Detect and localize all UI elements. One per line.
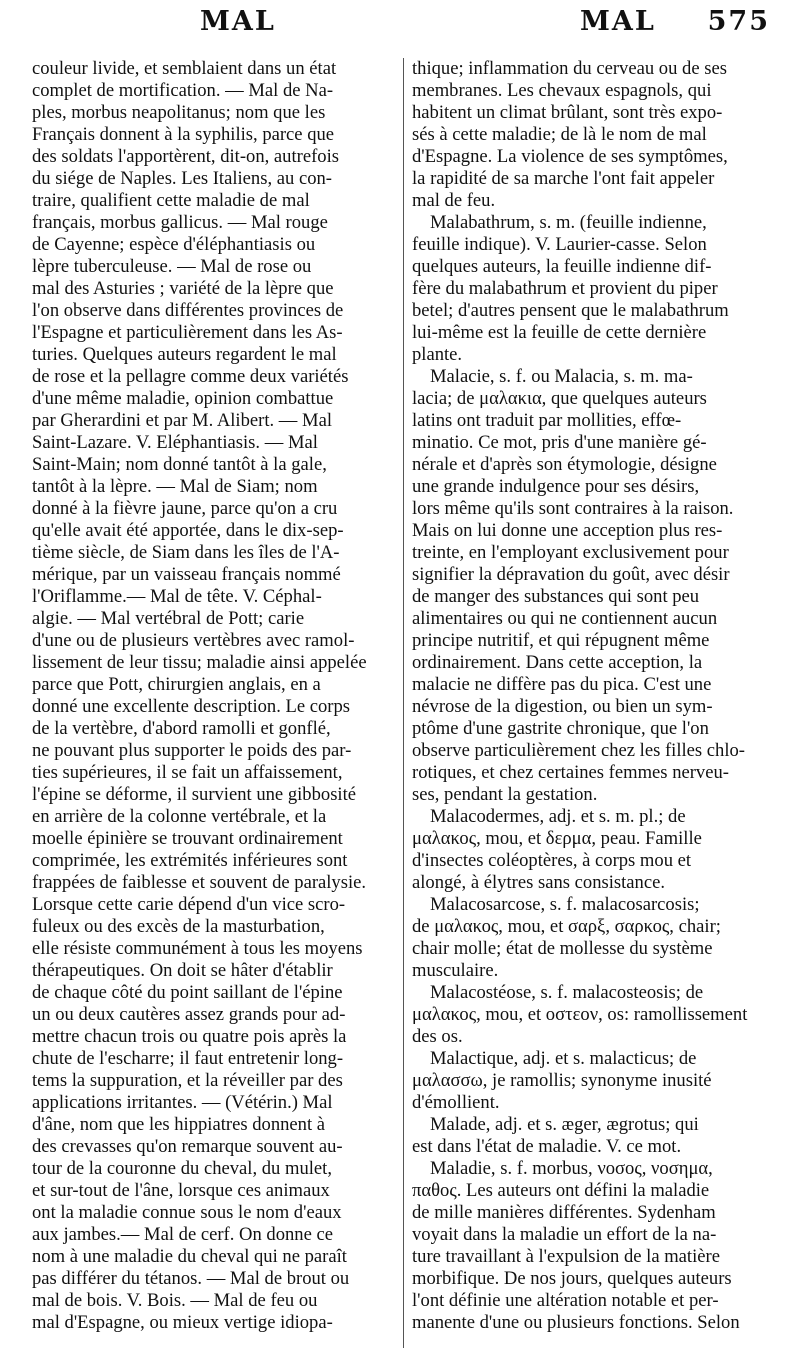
text-line: des crevasses qu'on remarque souvent au- (32, 1136, 343, 1157)
text-line: voyait dans la maladie un effort de la na- (412, 1224, 717, 1245)
text-line: μαλασσω, je ramollis; synonyme inusité (412, 1070, 712, 1091)
page-number: 575 (707, 6, 770, 37)
text-line: mal d'Espagne, ou mieux vertige idiopa- (32, 1312, 333, 1333)
text-line: feuille indique). V. Laurier-casse. Selon (412, 234, 707, 255)
text-line: tantôt à la lèpre. — Mal de Siam; nom (32, 476, 318, 497)
text-line: l'ont définie une altération notable et per- (412, 1290, 719, 1311)
text-line: mettre chacun trois ou quatre pois après la (32, 1026, 347, 1047)
text-line: nérale et d'après son étymologie, désigne (412, 454, 717, 475)
text-line: par Gherardini et par M. Alibert. — Mal (32, 410, 332, 431)
text-line: des os. (412, 1026, 463, 1047)
left-column (32, 58, 399, 1334)
text-line: habitent un climat brûlant, sont très expo- (412, 102, 723, 123)
text-line: de manger des substances qui sont peu (412, 586, 700, 607)
text-line: nom à une maladie du cheval qui ne paraît (32, 1246, 347, 1267)
text-line: chute de l'escharre; il faut entretenir long- (32, 1048, 344, 1069)
header-right-title: MAL (580, 6, 656, 37)
text-line: plante. (412, 344, 463, 365)
text-line: observe particulièrement chez les filles chlo- (412, 740, 745, 761)
text-line: Malacosarcose, s. f. malacosarcosis; (430, 894, 700, 915)
text-line: complet de mortification. — Mal de Na- (32, 80, 334, 101)
text-line: et sur-tout de l'âne, lorsque ces animaux (32, 1180, 330, 1201)
text-line: lors même qu'ils sont contraires à la raison. (412, 498, 734, 519)
text-line: elle résiste communément à tous les moyens (32, 938, 363, 959)
text-line: ples, morbus neapolitanus; nom que les (32, 102, 326, 123)
text-line: mérique, par un vaisseau français nommé (32, 564, 341, 585)
text-line: minatio. Ce mot, pris d'une manière gé- (412, 432, 707, 453)
text-line: des soldats l'apportèrent, dit-on, autrefois (32, 146, 339, 167)
text-line: παθος. Les auteurs ont défini la maladie (412, 1180, 710, 1201)
running-header (30, 6, 770, 50)
text-line: Maladie, s. f. morbus, νοσος, νοσημα, (430, 1158, 713, 1179)
text-line: d'Espagne. La violence de ses symptômes, (412, 146, 728, 167)
text-line: quelques auteurs, la feuille indienne dif- (412, 256, 712, 277)
text-line: l'épine se déforme, il survient une gibbosité (32, 784, 357, 805)
text-line: μαλακος, mou, et οστεον, os: ramollissement (412, 1004, 748, 1025)
text-line: de rose et la pellagre comme deux variétés (32, 366, 349, 387)
text-line: français, morbus gallicus. — Mal rouge (32, 212, 328, 233)
header-left-title: MAL (200, 6, 276, 37)
text-line: l'on observe dans différentes provinces de (32, 300, 344, 321)
text-line: manente d'une ou plusieurs fonctions. Selon (412, 1312, 740, 1333)
text-line: comprimée, les extrémités inférieures sont (32, 850, 348, 871)
text-line: Malabathrum, s. m. (feuille indienne, (430, 212, 707, 233)
text-line: Malacie, s. f. ou Malacia, s. m. ma- (430, 366, 693, 387)
text-line: Malactique, adj. et s. malacticus; de (430, 1048, 697, 1069)
text-line: un ou deux cautères assez grands pour ad- (32, 1004, 346, 1025)
text-line: applications irritantes. — (Vétérin.) Mal (32, 1092, 333, 1113)
text-line: rotiques, et chez certaines femmes nerveu- (412, 762, 729, 783)
text-line: chair molle; état de mollesse du système (412, 938, 713, 959)
text-line: donné une excellente description. Le corps (32, 696, 351, 717)
text-line: une grande indulgence pour ses désirs, (412, 476, 700, 497)
text-line: lui-même est la feuille de cette dernière (412, 322, 707, 343)
text-line: parce que Pott, chirurgien anglais, en a (32, 674, 321, 695)
text-line: qu'elle avait été apportée, dans le dix-sep- (32, 520, 344, 541)
text-line: d'insectes coléoptères, à corps mou et (412, 850, 692, 871)
text-line: Mais on lui donne une acception plus res- (412, 520, 723, 541)
text-line: Lorsque cette carie dépend d'un vice scro- (32, 894, 346, 915)
text-line: sés à cette maladie; de là le nom de mal (412, 124, 707, 145)
text-line: du siége de Naples. Les Italiens, au con- (32, 168, 332, 189)
text-line: musculaire. (412, 960, 499, 981)
text-line: thique; inflammation du cerveau ou de ses (412, 58, 727, 79)
text-line: d'une même maladie, opinion combattue (32, 388, 334, 409)
text-line: turies. Quelques auteurs regardent le mal (32, 344, 337, 365)
text-line: fuleux ou des excès de la masturbation, (32, 916, 325, 937)
text-line: Saint-Lazare. V. Eléphantiasis. — Mal (32, 432, 318, 453)
text-line: d'âne, nom que les hippiatres donnent à (32, 1114, 326, 1135)
text-line: fère du malabathrum et provient du piper (412, 278, 718, 299)
text-line: la rapidité de sa marche l'ont fait appeler (412, 168, 715, 189)
text-line: donné à la fièvre jaune, parce qu'on a cru (32, 498, 338, 519)
text-line: ties supérieures, il se fait un affaissement, (32, 762, 343, 783)
text-line: pas différer du tétanos. — Mal de brout ou (32, 1268, 350, 1289)
text-line: malacie ne diffère pas du pica. C'est une (412, 674, 712, 695)
text-line: thérapeutiques. On doit se hâter d'établir (32, 960, 333, 981)
text-line: morbifique. De nos jours, quelques auteurs (412, 1268, 732, 1289)
text-line: de mille manières différentes. Sydenham (412, 1202, 716, 1223)
text-line: Malacostéose, s. f. malacosteosis; de (430, 982, 704, 1003)
text-line: membranes. Les chevaux espagnols, qui (412, 80, 712, 101)
text-line: latins ont traduit par mollities, effœ- (412, 410, 682, 431)
text-line: l'Espagne et particulièrement dans les As- (32, 322, 343, 343)
text-line: de chaque côté du point saillant de l'épine (32, 982, 343, 1003)
text-line: lacia; de μαλακια, que quelques auteurs (412, 388, 707, 409)
text-line: ptôme d'une gastrite chronique, que l'on (412, 718, 709, 739)
text-line: signifier la dépravation du goût, avec désir (412, 564, 730, 585)
text-line: tems la suppuration, et la réveiller par des (32, 1070, 343, 1091)
text-line: mal de feu. (412, 190, 496, 211)
text-line: ne pouvant plus supporter le poids des par- (32, 740, 352, 761)
text-line: lèpre tuberculeuse. — Mal de rose ou (32, 256, 312, 277)
text-line: est dans l'état de maladie. V. ce mot. (412, 1136, 682, 1157)
text-line: de la vertèbre, d'abord ramolli et gonflé, (32, 718, 331, 739)
text-line: principe nutritif, et qui répugnent même (412, 630, 710, 651)
text-line: moelle épinière se trouvant ordinairement (32, 828, 343, 849)
text-line: betel; d'autres pensent que le malabathrum (412, 300, 729, 321)
right-column (412, 58, 779, 1334)
text-line: algie. — Mal vertébral de Pott; carie (32, 608, 305, 629)
text-line: traire, qualifient cette maladie de mal (32, 190, 310, 211)
text-line: Malacodermes, adj. et s. m. pl.; de (430, 806, 686, 827)
column-divider (403, 58, 404, 1348)
text-line: ture travaillant à l'expulsion de la matière (412, 1246, 720, 1267)
text-line: en arrière de la colonne vertébrale, et la (32, 806, 327, 827)
text-line: Saint-Main; nom donné tantôt à la gale, (32, 454, 327, 475)
text-line: treinte, en l'employant exclusivement pour (412, 542, 729, 563)
text-line: d'émollient. (412, 1092, 500, 1113)
text-line: tour de la couronne du cheval, du mulet, (32, 1158, 332, 1179)
text-line: Français donnent à la syphilis, parce que (32, 124, 335, 145)
text-line: mal de bois. V. Bois. — Mal de feu ou (32, 1290, 318, 1311)
text-line: tième siècle, de Siam dans les îles de l'A- (32, 542, 340, 563)
text-line: de μαλακος, mou, et σαρξ, σαρκος, chair; (412, 916, 721, 937)
text-line: d'une ou de plusieurs vertèbres avec ramol- (32, 630, 355, 651)
text-line: ont la maladie connue sous le nom d'eaux (32, 1202, 342, 1223)
text-line: μαλακος, mou, et δερμα, peau. Famille (412, 828, 702, 849)
text-line: mal des Asturies ; variété de la lèpre que (32, 278, 334, 299)
text-line: l'Oriflamme.— Mal de tête. V. Céphal- (32, 586, 322, 607)
text-line: alongé, à élytres sans consistance. (412, 872, 665, 893)
text-line: ordinairement. Dans cette acception, la (412, 652, 703, 673)
text-line: Malade, adj. et s. æger, ægrotus; qui (430, 1114, 699, 1135)
text-line: couleur livide, et semblaient dans un état (32, 58, 337, 79)
text-line: lissement de leur tissu; maladie ainsi appelée (32, 652, 367, 673)
text-line: ses, pendant la gestation. (412, 784, 598, 805)
text-line: aux jambes.— Mal de cerf. On donne ce (32, 1224, 334, 1245)
text-line: frappées de faiblesse et souvent de paralysie. (32, 872, 367, 893)
text-line: alimentaires ou qui ne contiennent aucun (412, 608, 718, 629)
text-line: de Cayenne; espèce d'éléphantiasis ou (32, 234, 316, 255)
text-line: névrose de la digestion, ou bien un sym- (412, 696, 713, 717)
